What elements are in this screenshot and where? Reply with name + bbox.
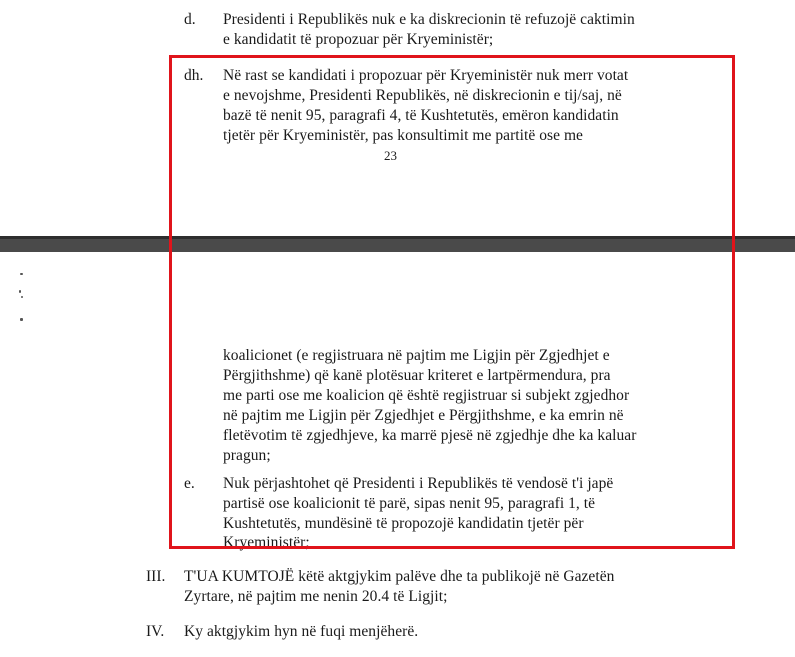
item-dh-cont-line-4: në pajtim me Ligjin për Zgjedhjet e Përgjithshme, e ka emrin në xyxy=(223,407,624,424)
item-dh-cont-line-2: Përgjithshme) që kanë plotësuar kriteret e lartpërmendura, pra xyxy=(223,367,611,384)
item-IV-label: IV. xyxy=(146,623,165,640)
item-e-line-4: Kryeministër; xyxy=(223,534,310,551)
item-e-line-3: Kushtetutës, mundësinë të propozojë kandidatin tjetër për xyxy=(223,515,584,532)
item-dh-line-3: bazë të nenit 95, paragrafi 4, të Kushtetutës, emëron kandidatin xyxy=(223,107,619,124)
item-dh-line-2: e nevojshme, Presidenti Republikës, në diskrecionin e tij/saj, në xyxy=(223,87,622,104)
item-d-line-1: Presidenti i Republikës nuk e ka diskrecionin të refuzojë caktimin xyxy=(223,11,635,28)
page-separator-edge xyxy=(0,236,795,239)
item-dh-line-1: Në rast se kandidati i propozuar për Kryeministër nuk merr votat xyxy=(223,67,629,84)
item-IV-line-1: Ky aktgjykim hyn në fuqi menjëherë. xyxy=(184,623,419,640)
item-dh-line-4: tjetër për Kryeministër, pas konsultimit me partitë ose me xyxy=(223,127,583,144)
scan-mark xyxy=(21,296,23,298)
item-dh-cont-line-3: me parti ose me koalicion që është regjistruar si subjekt zgjedhor xyxy=(223,387,630,404)
item-e-line-1: Nuk përjashtohet që Presidenti i Republikës të vendosë t'i japë xyxy=(223,475,614,492)
item-dh-label: dh. xyxy=(184,67,204,84)
item-d-label: d. xyxy=(184,11,196,28)
scan-mark xyxy=(20,318,23,321)
item-e-line-2: partisë ose koalicionit të parë, sipas nenit 95, paragrafi 1, të xyxy=(223,495,596,512)
item-III-line-1: T'UA KUMTOJË këtë aktgjykim palëve dhe ta publikojë në Gazetën xyxy=(184,568,615,585)
item-dh-cont-line-1: koalicionet (e regjistruara në pajtim me Ligjin për Zgjedhjet e xyxy=(223,347,610,364)
item-III-line-2: Zyrtare, në pajtim me nenin 20.4 të Ligjit; xyxy=(184,588,448,605)
item-III-label: III. xyxy=(146,568,166,585)
page-number: 23 xyxy=(384,148,397,163)
item-dh-cont-line-6: pragun; xyxy=(223,447,271,464)
item-d-line-2: e kandidatit të propozuar për Kryeministër; xyxy=(223,31,494,48)
item-e-label: e. xyxy=(184,475,195,492)
page-separator xyxy=(0,238,795,252)
item-dh-cont-line-5: fletëvotim të zgjedhjeve, ka marrë pjesë në zgjedhje dhe ka kaluar xyxy=(223,427,637,444)
scan-mark xyxy=(20,273,23,275)
scan-mark xyxy=(19,290,21,293)
document-page-upper xyxy=(0,0,795,238)
